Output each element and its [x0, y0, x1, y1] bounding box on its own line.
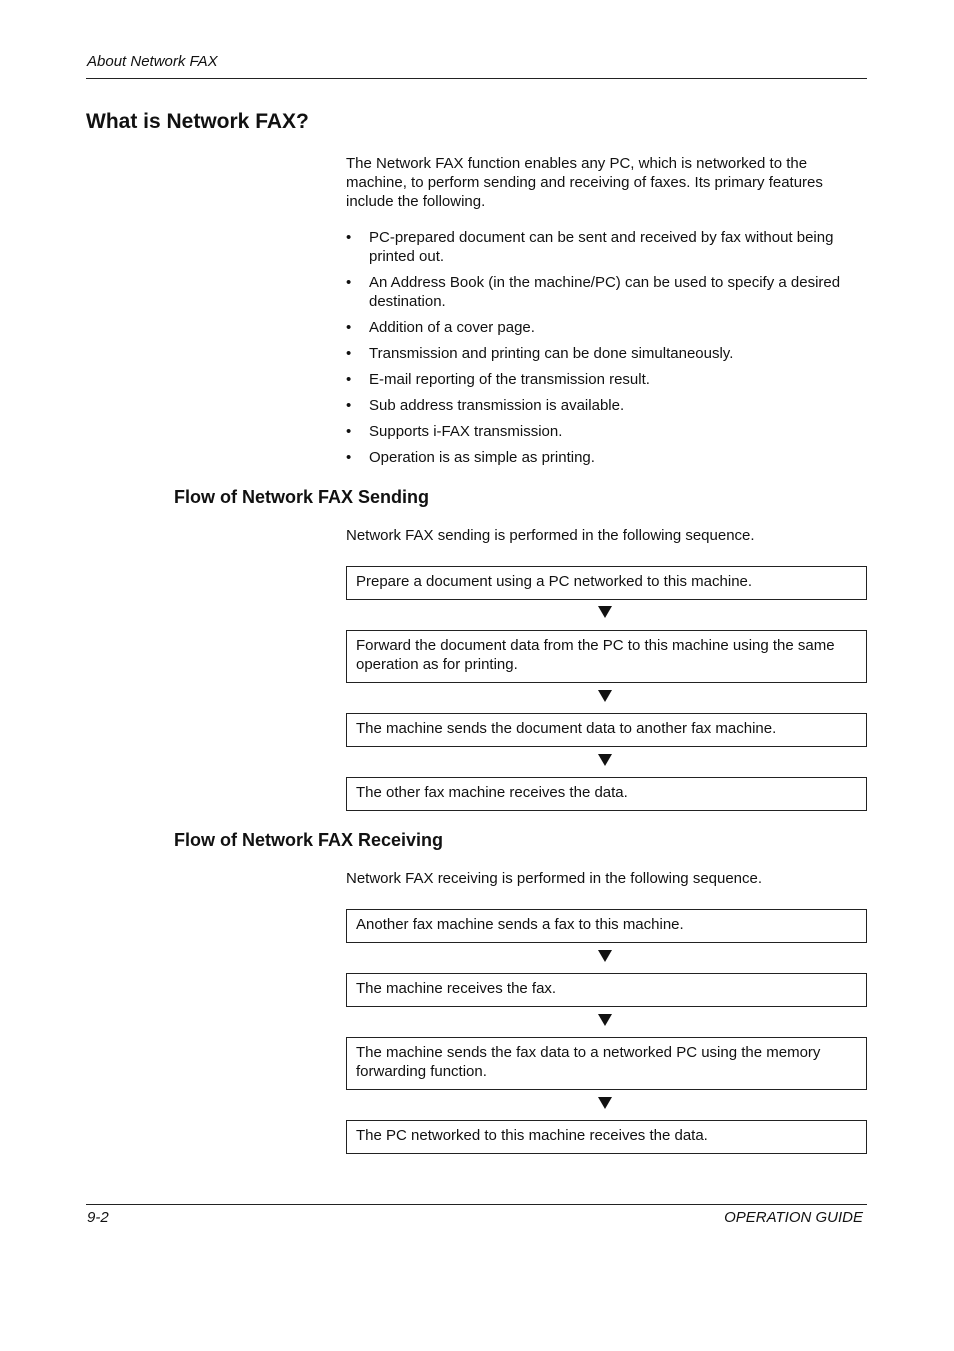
- sending-section-title: Flow of Network FAX Sending: [174, 487, 430, 507]
- feature-item: • E-mail reporting of the transmission result.: [346, 371, 650, 388]
- sending-step-4: The other fax machine receives the data.: [346, 777, 867, 811]
- receiving-step-3: The machine sends the fax data to a networked PC using the memory forwarding function.: [346, 1037, 867, 1090]
- running-header: About Network FAX: [87, 53, 218, 70]
- receiving-step-2: The machine receives the fax.: [346, 973, 867, 1007]
- bullet-icon: •: [346, 423, 352, 440]
- page-number: 9-2: [87, 1209, 109, 1226]
- bullet-icon: •: [346, 319, 352, 336]
- feature-item: • An Address Book (in the machine/PC) can be used to specify a desired destination.: [346, 274, 841, 310]
- bullet-icon: •: [346, 397, 352, 414]
- down-arrow-icon: [598, 1014, 612, 1026]
- down-arrow-icon: [598, 950, 612, 962]
- page-title: What is Network FAX?: [86, 110, 309, 133]
- receiving-intro: Network FAX receiving is performed in the following sequence.: [346, 870, 763, 887]
- guide-title: OPERATION GUIDE: [724, 1209, 863, 1226]
- bullet-icon: •: [346, 449, 352, 466]
- feature-item: • Sub address transmission is available.: [346, 397, 625, 414]
- feature-item: • Transmission and printing can be done simultaneously.: [346, 345, 734, 362]
- intro-paragraph: The Network FAX function enables any PC, which is networked to the machine, to perform sending and receiving of faxes. Its primary features include the following.: [346, 155, 823, 210]
- down-arrow-icon: [598, 1097, 612, 1109]
- header-rule: [86, 78, 867, 79]
- down-arrow-icon: [598, 690, 612, 702]
- sending-step-1: Prepare a document using a PC networked to this machine.: [346, 566, 867, 600]
- bullet-icon: •: [346, 345, 352, 362]
- sending-step-2: Forward the document data from the PC to this machine using the same operation as for printing.: [346, 630, 867, 683]
- bullet-icon: •: [346, 274, 352, 291]
- receiving-step-4: The PC networked to this machine receives the data.: [346, 1120, 867, 1154]
- feature-list: [346, 228, 868, 474]
- sending-step-3: The machine sends the document data to another fax machine.: [346, 713, 867, 747]
- feature-item: • PC-prepared document can be sent and received by fax without being printed out.: [346, 229, 834, 265]
- down-arrow-icon: [598, 754, 612, 766]
- feature-item: • Addition of a cover page.: [346, 319, 535, 336]
- feature-item: • Supports i-FAX transmission.: [346, 423, 563, 440]
- receiving-step-1: Another fax machine sends a fax to this machine.: [346, 909, 867, 943]
- footer-rule: [86, 1204, 867, 1205]
- bullet-icon: •: [346, 371, 352, 388]
- down-arrow-icon: [598, 606, 612, 618]
- sending-intro: Network FAX sending is performed in the following sequence.: [346, 527, 755, 544]
- feature-item: • Operation is as simple as printing.: [346, 449, 595, 466]
- bullet-icon: •: [346, 229, 352, 246]
- receiving-section-title: Flow of Network FAX Receiving: [174, 830, 444, 850]
